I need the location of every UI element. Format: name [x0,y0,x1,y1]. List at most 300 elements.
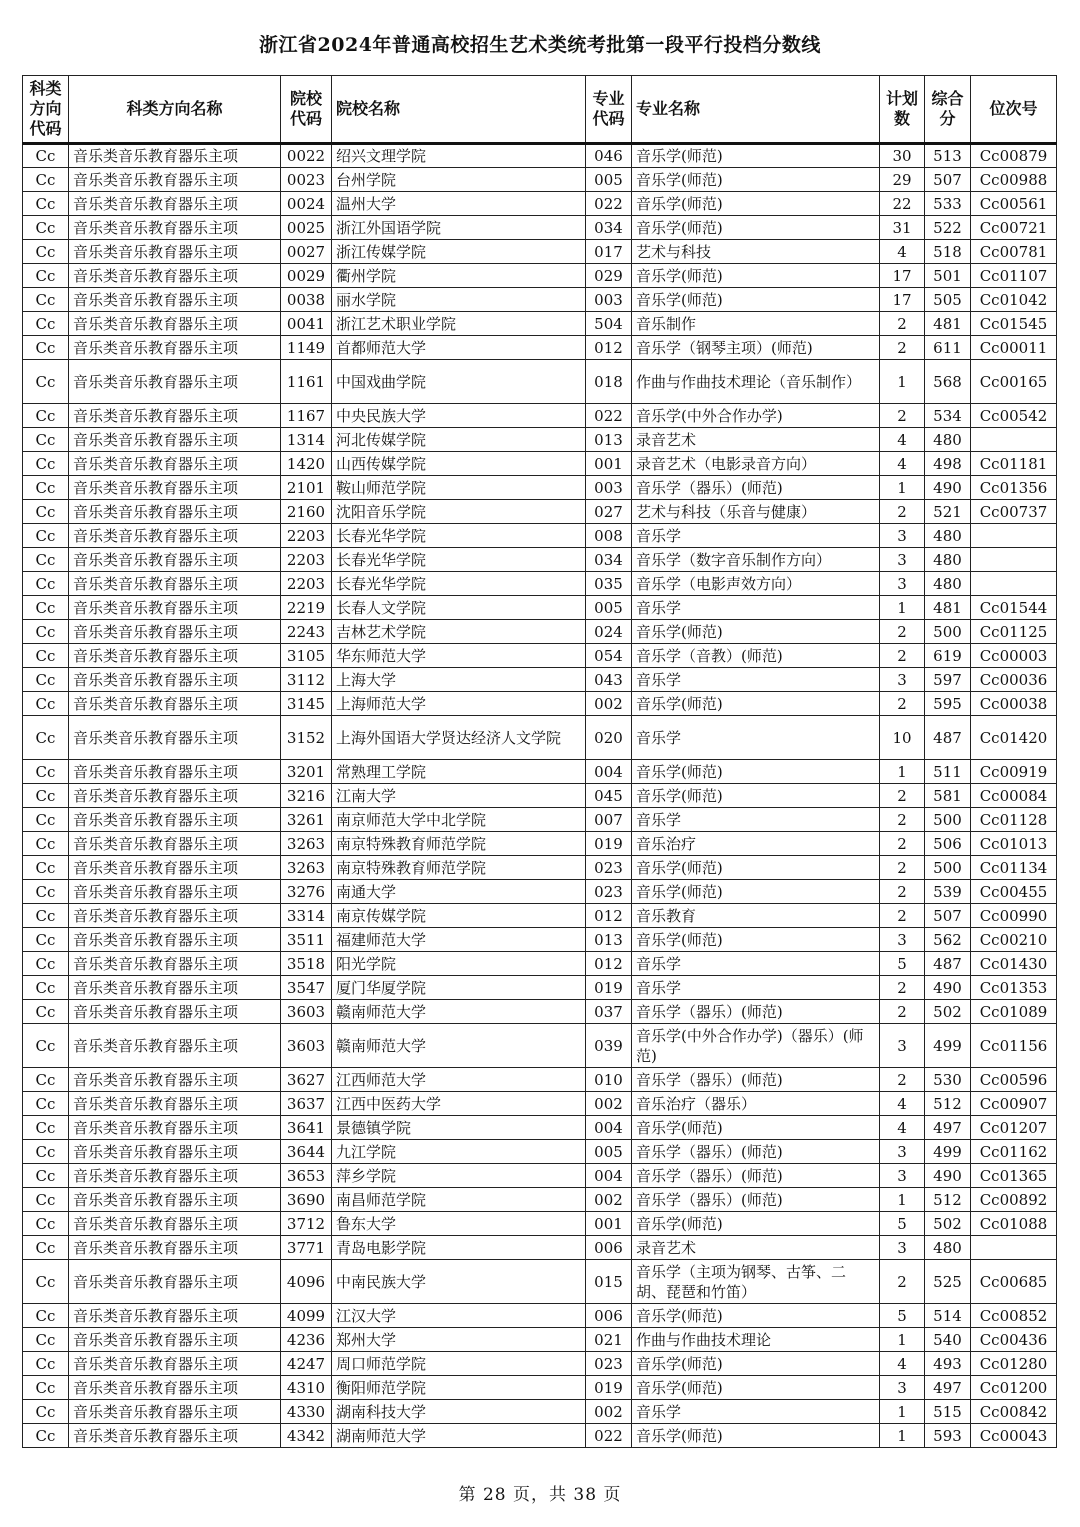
cell-rank: Cc00436 [971,1328,1057,1352]
cell-score: 500 [925,856,971,880]
cell-rank: Cc00685 [971,1260,1057,1304]
cell-major-code: 023 [586,856,632,880]
cell-rank: Cc00084 [971,784,1057,808]
cell-score: 533 [925,192,971,216]
cell-score: 539 [925,880,971,904]
cell-type-name: 音乐类音乐教育器乐主项 [69,952,281,976]
cell-type-code: Cc [23,1000,69,1024]
table-row [23,1116,1057,1140]
cell-school-name: 阳光学院 [332,952,586,976]
cell-school-name: 温州大学 [332,192,586,216]
table-row [23,572,1057,596]
cell-major-code: 022 [586,404,632,428]
cell-score: 506 [925,832,971,856]
cell-major-name: 音乐学 [632,976,880,1000]
cell-school-code: 3627 [281,1068,332,1092]
cell-major-code: 039 [586,1024,632,1068]
cell-major-code: 019 [586,1376,632,1400]
cell-major-name: 音乐学（钢琴主项）(师范) [632,336,880,360]
page-title: 浙江省2024年普通高校招生艺术类统考批第一段平行投档分数线 [259,34,821,56]
cell-major-name: 音乐学(师范) [632,168,880,192]
cell-plan: 4 [880,1352,925,1376]
table-row [23,312,1057,336]
cell-type-name: 音乐类音乐教育器乐主项 [69,1376,281,1400]
cell-school-code: 4342 [281,1424,332,1448]
cell-plan: 3 [880,1376,925,1400]
cell-major-code: 018 [586,360,632,404]
cell-score: 490 [925,476,971,500]
cell-major-code: 015 [586,1260,632,1304]
cell-major-name: 音乐学（器乐）(师范) [632,1140,880,1164]
cell-type-name: 音乐类音乐教育器乐主项 [69,928,281,952]
cell-major-code: 046 [586,144,632,168]
cell-major-name: 音乐学(师范) [632,1116,880,1140]
cell-school-code: 1420 [281,452,332,476]
cell-plan: 1 [880,1400,925,1424]
cell-rank: Cc01420 [971,716,1057,760]
cell-plan: 1 [880,360,925,404]
cell-score: 505 [925,288,971,312]
table-row [23,428,1057,452]
cell-plan: 5 [880,1304,925,1328]
cell-type-code: Cc [23,360,69,404]
cell-major-name: 音乐学(师范) [632,784,880,808]
cell-plan: 2 [880,904,925,928]
cell-type-code: Cc [23,976,69,1000]
cell-type-name: 音乐类音乐教育器乐主项 [69,1092,281,1116]
cell-school-name: 吉林艺术学院 [332,620,586,644]
cell-major-name: 音乐学(中外合作办学)（器乐）(师范) [632,1024,880,1068]
cell-score: 480 [925,524,971,548]
page-footer: 第 28 页，共 38 页 [458,1485,622,1505]
cell-type-code: Cc [23,856,69,880]
cell-school-code: 4096 [281,1260,332,1304]
table-row [23,1236,1057,1260]
cell-school-code: 4310 [281,1376,332,1400]
table-row [23,1068,1057,1092]
cell-plan: 5 [880,952,925,976]
cell-type-name: 音乐类音乐教育器乐主项 [69,760,281,784]
cell-school-name: 南通大学 [332,880,586,904]
cell-major-code: 010 [586,1068,632,1092]
table-row [23,336,1057,360]
table-row [23,856,1057,880]
cell-school-code: 0038 [281,288,332,312]
cell-type-code: Cc [23,596,69,620]
cell-school-name: 沈阳音乐学院 [332,500,586,524]
cell-type-code: Cc [23,620,69,644]
cell-score: 502 [925,1000,971,1024]
cell-score: 525 [925,1260,971,1304]
cell-major-code: 013 [586,928,632,952]
cell-major-name: 艺术与科技 [632,240,880,264]
cell-score: 487 [925,716,971,760]
cell-plan: 2 [880,336,925,360]
cell-major-code: 022 [586,192,632,216]
cell-major-name: 音乐学（器乐）(师范) [632,476,880,500]
cell-score: 493 [925,1352,971,1376]
cell-major-code: 024 [586,620,632,644]
cell-rank: Cc00988 [971,168,1057,192]
cell-plan: 2 [880,1000,925,1024]
cell-school-name: 中南民族大学 [332,1260,586,1304]
cell-school-name: 南京传媒学院 [332,904,586,928]
cell-rank: Cc01088 [971,1212,1057,1236]
cell-type-name: 音乐类音乐教育器乐主项 [69,1304,281,1328]
cell-type-code: Cc [23,216,69,240]
cell-rank [971,572,1057,596]
cell-plan: 10 [880,716,925,760]
cell-school-code: 3105 [281,644,332,668]
cell-major-name: 作曲与作曲技术理论 [632,1328,880,1352]
cell-type-code: Cc [23,452,69,476]
cell-school-code: 3276 [281,880,332,904]
cell-major-code: 006 [586,1236,632,1260]
cell-school-code: 2219 [281,596,332,620]
cell-type-name: 音乐类音乐教育器乐主项 [69,360,281,404]
cell-school-code: 2243 [281,620,332,644]
cell-major-code: 012 [586,336,632,360]
cell-type-name: 音乐类音乐教育器乐主项 [69,1000,281,1024]
cell-type-code: Cc [23,1352,69,1376]
cell-type-code: Cc [23,784,69,808]
cell-school-name: 青岛电影学院 [332,1236,586,1260]
cell-type-code: Cc [23,548,69,572]
cell-rank: Cc01107 [971,264,1057,288]
cell-school-code: 0023 [281,168,332,192]
cell-rank: Cc01181 [971,452,1057,476]
cell-major-code: 006 [586,1304,632,1328]
cell-type-name: 音乐类音乐教育器乐主项 [69,312,281,336]
cell-major-name: 音乐学(师范) [632,880,880,904]
cell-major-name: 音乐学(师范) [632,760,880,784]
table-row [23,760,1057,784]
table-row [23,1024,1057,1068]
cell-rank: Cc00842 [971,1400,1057,1424]
cell-score: 568 [925,360,971,404]
cell-type-name: 音乐类音乐教育器乐主项 [69,336,281,360]
cell-plan: 30 [880,144,925,168]
table-row [23,548,1057,572]
header-plan: 计划数 [880,76,925,144]
cell-school-name: 湖南科技大学 [332,1400,586,1424]
cell-rank: Cc00043 [971,1424,1057,1448]
cell-type-name: 音乐类音乐教育器乐主项 [69,1116,281,1140]
cell-rank: Cc01162 [971,1140,1057,1164]
cell-school-name: 鲁东大学 [332,1212,586,1236]
cell-school-name: 上海大学 [332,668,586,692]
cell-plan: 2 [880,784,925,808]
cell-rank: Cc00542 [971,404,1057,428]
cell-rank: Cc00036 [971,668,1057,692]
table-row [23,1164,1057,1188]
table-row [23,1376,1057,1400]
cell-major-code: 043 [586,668,632,692]
cell-major-code: 004 [586,760,632,784]
cell-plan: 22 [880,192,925,216]
cell-score: 490 [925,976,971,1000]
cell-major-name: 音乐学（器乐）(师范) [632,1068,880,1092]
cell-major-name: 音乐学 [632,716,880,760]
cell-type-code: Cc [23,192,69,216]
cell-major-code: 012 [586,952,632,976]
cell-plan: 3 [880,1140,925,1164]
cell-school-name: 郑州大学 [332,1328,586,1352]
cell-plan: 17 [880,288,925,312]
cell-plan: 2 [880,880,925,904]
cell-school-code: 4099 [281,1304,332,1328]
cell-major-code: 023 [586,1352,632,1376]
cell-school-code: 3263 [281,856,332,880]
cell-major-code: 504 [586,312,632,336]
header-major-code: 专业代码 [586,76,632,144]
cell-rank: Cc01128 [971,808,1057,832]
cell-type-code: Cc [23,760,69,784]
cell-school-code: 0041 [281,312,332,336]
cell-rank: Cc00721 [971,216,1057,240]
cell-score: 515 [925,1400,971,1424]
cell-major-name: 音乐学(师范) [632,1352,880,1376]
cell-type-name: 音乐类音乐教育器乐主项 [69,1068,281,1092]
cell-school-code: 4236 [281,1328,332,1352]
cell-major-code: 045 [586,784,632,808]
cell-school-code: 2203 [281,548,332,572]
cell-score: 502 [925,1212,971,1236]
cell-score: 480 [925,428,971,452]
cell-type-code: Cc [23,692,69,716]
cell-type-code: Cc [23,336,69,360]
cell-type-code: Cc [23,524,69,548]
cell-type-code: Cc [23,1328,69,1352]
cell-school-name: 南京特殊教育师范学院 [332,832,586,856]
cell-type-code: Cc [23,1376,69,1400]
cell-major-name: 音乐学（器乐）(师范) [632,1164,880,1188]
table-row [23,976,1057,1000]
cell-plan: 3 [880,928,925,952]
cell-school-code: 3518 [281,952,332,976]
cell-school-name: 上海师范大学 [332,692,586,716]
cell-major-code: 021 [586,1328,632,1352]
cell-major-name: 音乐学(师范) [632,1376,880,1400]
table-row [23,692,1057,716]
cell-type-code: Cc [23,1140,69,1164]
cell-major-name: 音乐教育 [632,904,880,928]
cell-major-code: 004 [586,1164,632,1188]
cell-type-code: Cc [23,928,69,952]
cell-type-code: Cc [23,312,69,336]
cell-score: 481 [925,312,971,336]
cell-score: 481 [925,596,971,620]
cell-rank: Cc01156 [971,1024,1057,1068]
cell-school-name: 浙江外国语学院 [332,216,586,240]
cell-rank: Cc00596 [971,1068,1057,1092]
cell-school-code: 3201 [281,760,332,784]
cell-plan: 4 [880,240,925,264]
cell-school-name: 浙江传媒学院 [332,240,586,264]
cell-type-name: 音乐类音乐教育器乐主项 [69,1328,281,1352]
cell-school-name: 中国戏曲学院 [332,360,586,404]
cell-plan: 3 [880,1164,925,1188]
cell-type-code: Cc [23,1236,69,1260]
cell-major-name: 音乐治疗（器乐） [632,1092,880,1116]
cell-type-code: Cc [23,476,69,500]
cell-rank: Cc00781 [971,240,1057,264]
header-school-code: 院校代码 [281,76,332,144]
cell-plan: 17 [880,264,925,288]
cell-school-code: 1314 [281,428,332,452]
cell-major-code: 020 [586,716,632,760]
cell-school-name: 赣南师范大学 [332,1000,586,1024]
cell-type-code: Cc [23,1188,69,1212]
cell-school-code: 0024 [281,192,332,216]
cell-school-code: 2203 [281,572,332,596]
cell-score: 497 [925,1376,971,1400]
cell-major-name: 音乐学(中外合作办学) [632,404,880,428]
cell-type-name: 音乐类音乐教育器乐主项 [69,1236,281,1260]
cell-school-name: 湖南师范大学 [332,1424,586,1448]
cell-type-name: 音乐类音乐教育器乐主项 [69,716,281,760]
cell-score: 595 [925,692,971,716]
cell-school-code: 4330 [281,1400,332,1424]
cell-major-code: 008 [586,524,632,548]
cell-major-code: 002 [586,1092,632,1116]
cell-type-name: 音乐类音乐教育器乐主项 [69,548,281,572]
cell-school-code: 3603 [281,1024,332,1068]
cell-school-code: 1161 [281,360,332,404]
table-header-row [23,76,1057,144]
cell-school-code: 3771 [281,1236,332,1260]
cell-major-name: 音乐学(师范) [632,1304,880,1328]
cell-school-code: 1149 [281,336,332,360]
cell-rank: Cc00919 [971,760,1057,784]
cell-type-name: 音乐类音乐教育器乐主项 [69,904,281,928]
cell-major-name: 录音艺术 [632,1236,880,1260]
cell-type-name: 音乐类音乐教育器乐主项 [69,500,281,524]
cell-school-code: 3690 [281,1188,332,1212]
cell-type-code: Cc [23,1116,69,1140]
cell-major-code: 002 [586,1188,632,1212]
cell-major-name: 音乐学（音教）(师范) [632,644,880,668]
cell-rank: Cc00561 [971,192,1057,216]
cell-rank: Cc01353 [971,976,1057,1000]
cell-school-name: 长春光华学院 [332,572,586,596]
cell-score: 581 [925,784,971,808]
table-row [23,928,1057,952]
cell-major-name: 音乐学 [632,808,880,832]
cell-rank: Cc01134 [971,856,1057,880]
cell-plan: 2 [880,692,925,716]
cell-rank: Cc00455 [971,880,1057,904]
cell-major-code: 003 [586,476,632,500]
cell-rank: Cc00879 [971,144,1057,168]
table-row [23,264,1057,288]
cell-major-name: 录音艺术 [632,428,880,452]
cell-plan: 4 [880,1116,925,1140]
cell-school-name: 长春人文学院 [332,596,586,620]
cell-type-name: 音乐类音乐教育器乐主项 [69,1352,281,1376]
cell-school-name: 江西师范大学 [332,1068,586,1092]
cell-major-name: 音乐学(师范) [632,692,880,716]
cell-rank: Cc01089 [971,1000,1057,1024]
cell-plan: 1 [880,1188,925,1212]
cell-school-name: 丽水学院 [332,288,586,312]
cell-type-name: 音乐类音乐教育器乐主项 [69,144,281,168]
cell-major-name: 音乐制作 [632,312,880,336]
cell-rank: Cc00852 [971,1304,1057,1328]
cell-type-code: Cc [23,952,69,976]
cell-school-name: 上海外国语大学贤达经济人文学院 [332,716,586,760]
cell-rank: Cc00737 [971,500,1057,524]
cell-type-name: 音乐类音乐教育器乐主项 [69,880,281,904]
cell-major-name: 音乐学（数字音乐制作方向） [632,548,880,572]
cell-school-name: 南京特殊教育师范学院 [332,856,586,880]
cell-school-code: 3261 [281,808,332,832]
cell-score: 499 [925,1024,971,1068]
cell-school-code: 4247 [281,1352,332,1376]
cell-major-name: 音乐学(师范) [632,856,880,880]
cell-school-name: 山西传媒学院 [332,452,586,476]
cell-type-name: 音乐类音乐教育器乐主项 [69,596,281,620]
cell-major-code: 022 [586,1424,632,1448]
cell-plan: 2 [880,404,925,428]
cell-rank: Cc01430 [971,952,1057,976]
header-school-name: 院校名称 [332,76,586,144]
cell-type-name: 音乐类音乐教育器乐主项 [69,784,281,808]
cell-major-code: 007 [586,808,632,832]
cell-school-code: 3653 [281,1164,332,1188]
cell-school-name: 周口师范学院 [332,1352,586,1376]
cell-rank: Cc00011 [971,336,1057,360]
cell-major-name: 音乐学(师范) [632,928,880,952]
cell-school-name: 萍乡学院 [332,1164,586,1188]
cell-school-name: 绍兴文理学院 [332,144,586,168]
cell-plan: 2 [880,832,925,856]
cell-school-name: 鞍山师范学院 [332,476,586,500]
cell-score: 514 [925,1304,971,1328]
cell-school-name: 衢州学院 [332,264,586,288]
cell-type-code: Cc [23,1260,69,1304]
cell-score: 480 [925,572,971,596]
table-row [23,404,1057,428]
cell-plan: 1 [880,1424,925,1448]
cell-type-code: Cc [23,144,69,168]
cell-type-name: 音乐类音乐教育器乐主项 [69,1024,281,1068]
cell-school-code: 3712 [281,1212,332,1236]
cell-school-name: 景德镇学院 [332,1116,586,1140]
cell-major-name: 音乐学(师范) [632,1424,880,1448]
cell-score: 530 [925,1068,971,1092]
cell-major-code: 034 [586,548,632,572]
cell-rank [971,524,1057,548]
table-row [23,1304,1057,1328]
header-rank: 位次号 [971,76,1057,144]
cell-type-code: Cc [23,1164,69,1188]
cell-major-code: 023 [586,880,632,904]
cell-school-name: 南昌师范学院 [332,1188,586,1212]
table-row [23,524,1057,548]
cell-major-name: 音乐学 [632,524,880,548]
cell-major-name: 音乐学(师范) [632,192,880,216]
cell-plan: 3 [880,668,925,692]
cell-plan: 4 [880,1092,925,1116]
cell-score: 512 [925,1188,971,1212]
cell-major-code: 054 [586,644,632,668]
cell-major-code: 001 [586,1212,632,1236]
cell-school-name: 台州学院 [332,168,586,192]
cell-type-code: Cc [23,716,69,760]
table-row [23,1212,1057,1236]
table-row [23,784,1057,808]
